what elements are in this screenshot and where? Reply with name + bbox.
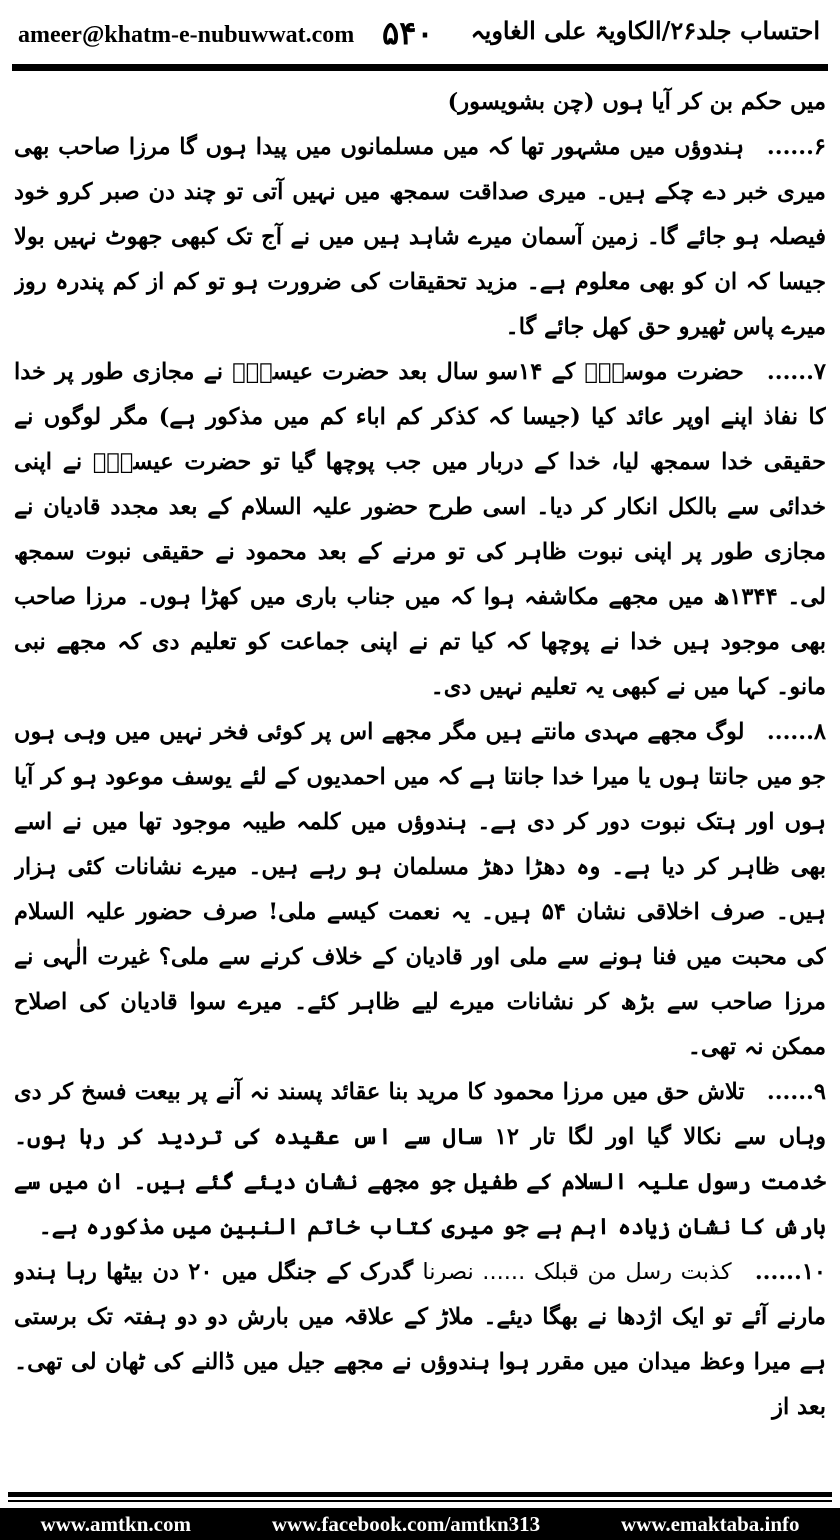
footer-link-amtkn[interactable]: www.amtkn.com: [40, 1511, 191, 1536]
paragraph-text: ہندوؤں میں مشہور تھا کہ میں مسلمانوں میں پیدا ہوں گا مرزا صاحب بھی میری خبر دے چکے ہیں۔ میری صداقت سمجھ میں نہیں آتی تو چند دن صبر کرو خود فیصلہ ہو جائے گا۔ زمین آسمان میرے شاہد ہیں میں نے آج تک کبھی جھوٹ نہیں بولا جیسا کہ ان کو بھی معلوم ہے۔ مزید تحقیقات کی ضرورت ہو تو کم از کم پندرہ روز میرے پاس ٹھیرو حق کھل جائے گا۔: [14, 134, 826, 340]
paragraph-number: ۹......: [766, 1079, 826, 1105]
arabic-quote: کذبت رسل من قبلک ...... نصرنا: [422, 1259, 732, 1285]
footer-link-facebook[interactable]: www.facebook.com/amtkn313: [271, 1511, 541, 1536]
paragraph-text: گدرک کے جنگل میں ۲۰ دن بیٹھا رہا ہندو مارنے آئے تو ایک اژدھا نے بھگا دیئے۔ ملاڑ کے علاقہ میں بارش دو دو ہفتہ تک برستی ہے میرا وعظ میدان میں مقرر ہوا ہندوؤں نے مجھے جیل میں ڈالنے کی ٹھان لی تھی۔ بعد از: [14, 1259, 826, 1420]
paragraph-number: ۸......: [766, 719, 826, 745]
header-email: ameer@khatm-e-nubuwwat.com: [18, 22, 355, 48]
paragraph-6: [14, 125, 826, 350]
footer-rule-thick: [8, 1492, 832, 1497]
paragraph-8: [14, 710, 826, 1070]
page-header: [0, 0, 840, 64]
paragraph-number: ۶......: [766, 134, 826, 160]
footer-links-bar: [0, 1508, 840, 1540]
paragraph-10: [14, 1250, 826, 1430]
paragraph-9: [14, 1070, 826, 1250]
page-number: ۵۴۰: [382, 14, 434, 52]
book-title: احتساب جلد۲۶/الکاویۃ علی الغاویہ: [470, 16, 820, 45]
paragraph-number: ۱۰......: [754, 1259, 826, 1285]
paragraph-text: تلاش حق میں مرزا محمود کا مرید بنا عقائد پسند نہ آنے پر بیعت فسخ کر دی وہاں سے نکالا گیا اور لگا تار ۱۲ سال سے اس عقیدہ کی تردید کر رہا ہوں۔ خدمت رسول علیہ السلام کے طفیل جو مجھے نشان دیئے گئے ہیں۔ ان میں سے بارش کا نشان زیادہ اہم ہے جو میری کتاب خاتم النبین میں مذکورہ ہے۔: [14, 1079, 826, 1240]
paragraph-number: ۷......: [766, 359, 826, 385]
paragraph-text: حضرت موسیٰؑ کے ۱۴سو سال بعد حضرت عیسیٰؑ نے مجازی طور پر خدا کا نفاذ اپنے اوپر عائد کیا (جیسا کہ کذکر کم اباء کم میں مذکور ہے) مگر لوگوں نے حقیقی خدا سمجھ لیا، خدا کے دربار میں جب پوچھا گیا تو حضرت عیسیٰؑ نے اپنی خدائی سے بالکل انکار کر دیا۔ اسی طرح حضور علیہ السلام کے بعد مجدد قادیان نے مجازی طور پر اپنی نبوت ظاہر کی تو مرنے کے بعد محمود نے حقیقی نبوت سمجھ لی۔ ۱۳۴۴ھ میں مجھے مکاشفہ ہوا کہ میں جناب باری میں کھڑا ہوں۔ مرزا صاحب بھی موجود ہیں خدا نے پوچھا کہ کیا تم نے اپنی جماعت کو تعلیم دی کہ مجھے نبی مانو۔ کہا میں نے کبھی یہ تعلیم نہیں دی۔: [14, 359, 826, 700]
page-body: [14, 80, 826, 1476]
footer-rule-thin: [8, 1500, 832, 1502]
paragraph-text: میں حکم بن کر آیا ہوں (چن بشویسور): [447, 89, 826, 115]
paragraph-text: لوگ مجھے مہدی مانتے ہیں مگر مجھے اس پر کوئی فخر نہیں میں وہی ہوں جو میں جانتا ہوں یا میرا خدا جانتا ہے کہ میں احمدیوں کے لئے یوسف موعود ہو کر آیا ہوں اور ہتک نبوت دور کر دی ہے۔ ہندوؤں میں کلمہ طیبہ موجود تھا میں نے اسے بھی ظاہر کر دیا ہے۔ وہ دھڑا دھڑ مسلمان ہو رہے ہیں۔ میرے نشانات کئی ہزار ہیں۔ صرف اخلاقی نشان ۵۴ ہیں۔ یہ نعمت کیسے ملی! صرف حضور علیہ السلام کی محبت میں فنا ہونے سے ملی اور قادیان کے خلاف کرنے سے ملی؟ غیرت الٰہی نے مرزا صاحب سے بڑھ کر نشانات میرے لیے ظاہر کئے۔ میرے سوا قادیان کی اصلاح ممکن نہ تھی۔: [14, 719, 826, 1060]
footer-link-emaktaba[interactable]: www.emaktaba.info: [621, 1511, 800, 1536]
paragraph-intro: [14, 80, 826, 125]
header-rule: [12, 64, 828, 71]
paragraph-7: [14, 350, 826, 710]
